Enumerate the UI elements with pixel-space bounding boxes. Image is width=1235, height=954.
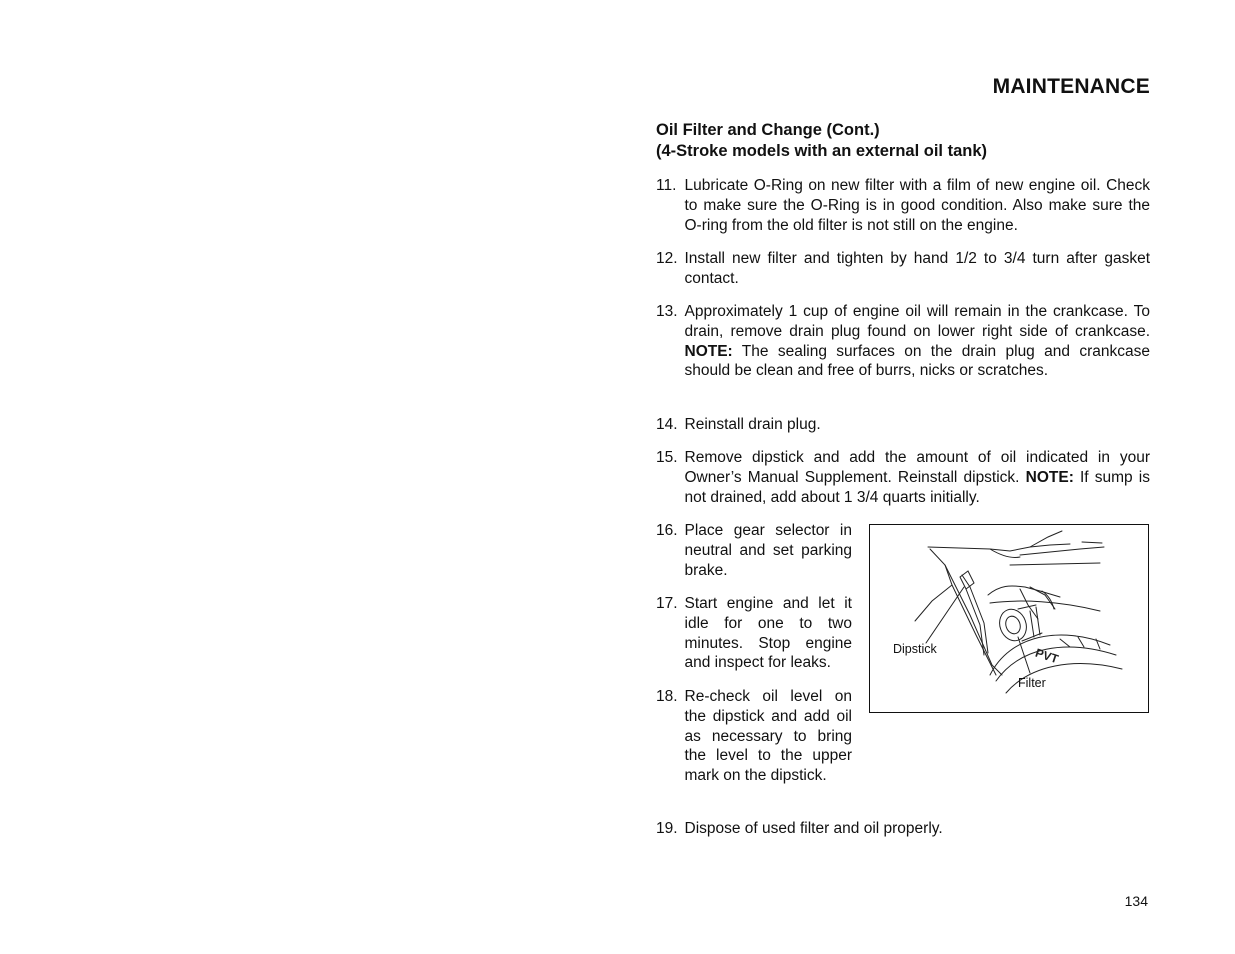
- pvt-decal: PVT: [1033, 645, 1061, 667]
- step-text: Dispose of used filter and oil properly.: [684, 820, 943, 837]
- step-number: 13.: [656, 303, 678, 320]
- body-panel-line: [1010, 563, 1100, 565]
- subheading-line-2: (4-Stroke models with an external oil tank): [656, 142, 987, 160]
- engine-illustration: [869, 524, 1149, 713]
- engine-block: [988, 586, 1060, 597]
- step-16: [656, 521, 852, 580]
- page-number: 134: [1124, 893, 1148, 909]
- body-panel-line: [1020, 547, 1104, 555]
- engine-block: [990, 601, 1100, 611]
- note-label: NOTE:: [1025, 468, 1074, 486]
- step-19: [656, 819, 1150, 839]
- step-17: [656, 594, 852, 673]
- engine-line-drawing: [870, 525, 1147, 711]
- step-text: Install new filter and tighten by hand 1/2 to 3/4 turn after gasket contact.: [684, 250, 1150, 287]
- step-number: 14.: [656, 416, 678, 433]
- step-text-before: Approximately 1 cup of engine oil will remain in the crankcase. To drain, remove drain plug found on lower right side of crankcase.: [684, 303, 1150, 340]
- step-number: 18.: [656, 688, 678, 705]
- step-text: Start engine and let it idle for one to two minutes. Stop engine and inspect for leaks.: [684, 595, 852, 672]
- step-text: Re-check oil level on the dipstick and add oil as necessary to bring the level to the upper mark on the dipstick.: [684, 688, 852, 785]
- engine-block: [1020, 589, 1038, 619]
- step-text: Reinstall drain plug.: [684, 416, 821, 433]
- body-panel-line: [1082, 542, 1102, 543]
- filter-label: Filter: [1018, 676, 1046, 690]
- step-text-after: The sealing surfaces on the drain plug and crankcase should be clean and free of burrs, nicks or scratches.: [684, 342, 1150, 380]
- body-panel-line: [928, 544, 1070, 551]
- dipstick-leader-line: [926, 587, 964, 643]
- section-title: MAINTENANCE: [992, 75, 1150, 98]
- step-text-before: Remove dipstick and add the amount of oil indicated in your Owner’s Manual Supplement. Reinstall dipstick.: [684, 449, 1150, 486]
- note-label: NOTE:: [684, 342, 733, 360]
- filter-body: [1003, 614, 1022, 636]
- filter-body: [995, 606, 1030, 645]
- step-number: 15.: [656, 449, 678, 466]
- dipstick-cap: [960, 571, 974, 589]
- dipstick-cap: [962, 575, 970, 587]
- step-number: 12.: [656, 250, 678, 267]
- subheading: [656, 120, 1150, 162]
- dipstick-label: Dipstick: [893, 642, 937, 656]
- step-text: Lubricate O-Ring on new filter with a film of new engine oil. Check to make sure the O-Ring is in good condition. Also make sure the O-ring from the old filter is not still on the engine.: [684, 177, 1150, 234]
- step-14: [656, 415, 1150, 435]
- step-13: [656, 302, 1150, 381]
- subheading-line-1: Oil Filter and Change (Cont.): [656, 121, 880, 139]
- step-18: [656, 687, 852, 786]
- step-text: Place gear selector in neutral and set parking brake.: [684, 522, 852, 579]
- step-11: [656, 176, 1150, 235]
- step-number: 16.: [656, 522, 678, 539]
- step-number: 19.: [656, 820, 678, 837]
- step-number: 17.: [656, 595, 678, 612]
- step-12: [656, 249, 1150, 289]
- filter-body: [1030, 607, 1040, 637]
- step-number: 11.: [656, 177, 677, 194]
- step-text-after: If sump is not drained, add about 1 3/4 quarts initially.: [684, 468, 1150, 506]
- step-15: [656, 448, 1150, 507]
- frame-line: [915, 549, 952, 621]
